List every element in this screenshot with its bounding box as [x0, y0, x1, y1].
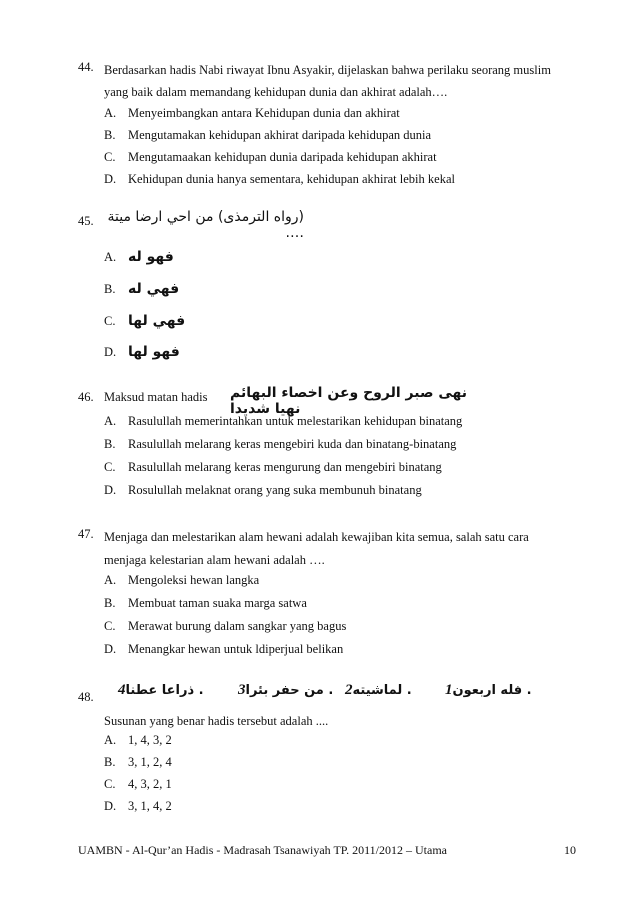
- option-text: Mengoleksi hewan langka: [128, 573, 260, 587]
- hadith-fragment-1: [445, 682, 555, 699]
- hadith-fragment-3: [238, 682, 338, 699]
- fragment-number: 2: [345, 682, 353, 698]
- option-letter: B.: [104, 282, 116, 296]
- arabic-source: [104, 209, 304, 241]
- answer-option-b[interactable]: [104, 755, 172, 770]
- option-text: 4, 3, 2, 1: [128, 777, 172, 791]
- option-text: Merawat burung dalam sangkar yang bagus: [128, 619, 347, 633]
- answer-option-a[interactable]: [104, 106, 400, 121]
- answer-option-d[interactable]: [104, 344, 180, 360]
- option-letter: A.: [104, 733, 117, 747]
- question-number: 45.: [78, 214, 94, 228]
- fragment-text: . ذراعا عطنا: [125, 683, 204, 698]
- answer-option-b[interactable]: [104, 281, 179, 297]
- fragment-text: . من حفر بئرا: [245, 683, 334, 698]
- option-letter: A.: [104, 414, 117, 428]
- arabic-source-text: (رواه الترمذى): [217, 209, 304, 225]
- option-text: Menangkar hewan untuk ldiperjual belikan: [128, 642, 344, 656]
- option-text: Menyeimbangkan antara Kehidupan dunia dan akhirat: [128, 106, 400, 120]
- option-text: Membuat taman suaka marga satwa: [128, 596, 307, 610]
- answer-option-d[interactable]: [104, 172, 455, 187]
- option-text: فهي لها: [128, 313, 186, 329]
- option-text: فهي له: [128, 281, 180, 297]
- answer-option-a[interactable]: [104, 733, 172, 748]
- fragment-text: . لماشيته: [352, 683, 412, 698]
- option-letter: C.: [104, 314, 116, 328]
- fragment-number: 3: [238, 682, 246, 698]
- option-letter: B.: [104, 437, 116, 451]
- arabic-hadith: نهى صبر الروح وعن اخصاء البهائم نهيا شديدا: [230, 385, 468, 417]
- footer-text: UAMBN - Al-Qur’an Hadis - Madrasah Tsanawiyah TP. 2011/2012 – Utama: [78, 843, 447, 857]
- question-number: 48.: [78, 690, 94, 704]
- answer-option-a[interactable]: [104, 414, 462, 429]
- question-stem-line: menjaga kelestarian alam hewani adalah ….: [104, 553, 325, 567]
- option-text: Mengutamaakan kehidupan dunia daripada kehidupan akhirat: [128, 150, 437, 164]
- answer-option-c[interactable]: [104, 619, 346, 634]
- option-text: 3, 1, 2, 4: [128, 755, 172, 769]
- fragment-number: 4: [118, 682, 126, 698]
- page-footer: [78, 843, 576, 858]
- option-text: 1, 4, 3, 2: [128, 733, 172, 747]
- answer-option-c[interactable]: [104, 150, 437, 165]
- hadith-fragment-2: [345, 682, 425, 699]
- option-letter: C.: [104, 150, 116, 164]
- option-text: فهو لها: [128, 344, 180, 360]
- fragment-text: . فله اربعون: [452, 683, 532, 698]
- option-text: Rosulullah melaknat orang yang suka membunuh binatang: [128, 483, 422, 497]
- fragment-number: 1: [445, 682, 453, 698]
- option-letter: D.: [104, 799, 117, 813]
- answer-option-a[interactable]: [104, 249, 174, 265]
- option-letter: A.: [104, 250, 117, 264]
- question-stem: Maksud matan hadis: [104, 390, 208, 404]
- answer-option-b[interactable]: [104, 596, 307, 611]
- option-text: Rasulullah memerintahkan untuk melestarikan kehidupan binatang: [128, 414, 463, 428]
- answer-option-d[interactable]: [104, 483, 422, 498]
- answer-option-d[interactable]: [104, 799, 172, 814]
- answer-option-c[interactable]: [104, 777, 172, 792]
- option-letter: D.: [104, 483, 117, 497]
- option-text: Rasulullah melarang keras mengebiri kuda dan binatang-binatang: [128, 437, 457, 451]
- option-letter: D.: [104, 345, 117, 359]
- hadith-fragment-4: [118, 682, 218, 699]
- option-text: 3, 1, 4, 2: [128, 799, 172, 813]
- question-number: 44.: [78, 60, 94, 74]
- option-letter: A.: [104, 106, 117, 120]
- option-letter: B.: [104, 755, 116, 769]
- arabic-main-text: من احي ارضا ميتة ….: [107, 209, 304, 241]
- option-letter: C.: [104, 460, 116, 474]
- option-letter: D.: [104, 642, 117, 656]
- option-text: فهو له: [128, 249, 174, 265]
- option-text: Kehidupan dunia hanya sementara, kehidupan akhirat lebih kekal: [128, 172, 455, 186]
- question-stem-line: yang baik dalam memandang kehidupan dunia dan akhirat adalah….: [104, 85, 448, 99]
- option-letter: A.: [104, 573, 117, 587]
- question-number: 46.: [78, 390, 94, 404]
- question-stem-line: Berdasarkan hadis Nabi riwayat Ibnu Asyakir, dijelaskan bahwa perilaku seorang muslim: [104, 63, 551, 77]
- option-letter: C.: [104, 777, 116, 791]
- answer-option-c[interactable]: [104, 460, 442, 475]
- question-number: 47.: [78, 527, 94, 541]
- answer-option-c[interactable]: [104, 313, 185, 329]
- question-stem: Susunan yang benar hadis tersebut adalah ....: [104, 714, 329, 728]
- page-number: 10: [564, 843, 576, 857]
- option-text: Mengutamakan kehidupan akhirat daripada kehidupan dunia: [128, 128, 432, 142]
- answer-option-b[interactable]: [104, 128, 431, 143]
- answer-option-a[interactable]: [104, 573, 259, 588]
- answer-option-d[interactable]: [104, 642, 343, 657]
- option-letter: D.: [104, 172, 117, 186]
- option-text: Rasulullah melarang keras mengurung dan mengebiri binatang: [128, 460, 442, 474]
- option-letter: C.: [104, 619, 116, 633]
- question-stem-line: Menjaga dan melestarikan alam hewani adalah kewajiban kita semua, salah satu cara: [104, 530, 529, 544]
- option-letter: B.: [104, 128, 116, 142]
- answer-option-b[interactable]: [104, 437, 456, 452]
- option-letter: B.: [104, 596, 116, 610]
